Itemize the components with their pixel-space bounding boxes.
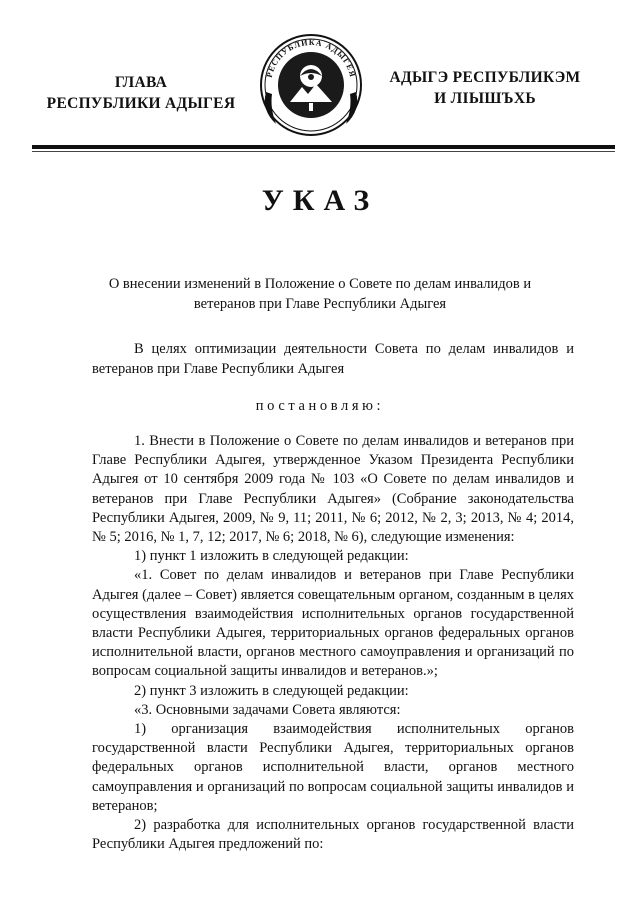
subject-line-2: ветеранов при Главе Республики Адыгея bbox=[193, 296, 447, 312]
decree-word: постановляю: bbox=[255, 398, 385, 414]
paragraph: 1) пункт 1 изложить в следующей редакции: bbox=[134, 548, 409, 565]
issuer-title-adyghe-line-1: АДЫГЭ РЕСПУБЛИКЭМ bbox=[389, 69, 581, 86]
paragraph: «3. Основными задачами Совета являются: bbox=[134, 701, 401, 718]
header-divider-thin bbox=[32, 151, 615, 152]
paragraph: «1. Совет по делам инвалидов и ветеранов при Главе Республики Адыгея (далее – Совет) является совещательным органом, созданным в целях осуществления взаимодействия исполнительных органов государственной власти Республики Адыгея, территориальных органов федеральных органов исполнительной власти, органов местного самоуправления и организаций по вопросам социальной защиты инвалидов и ветеранов.»; bbox=[92, 567, 574, 680]
issuer-title-adyghe bbox=[372, 67, 598, 109]
preamble: В целях оптимизации деятельности Совета по делам инвалидов и ветеранов при Главе Республики Адыгея bbox=[92, 341, 574, 377]
coat-of-arms-seal-icon bbox=[258, 32, 364, 138]
header-divider bbox=[32, 145, 615, 149]
issuer-title-line-2: РЕСПУБЛИКИ АДЫГЕЯ bbox=[46, 95, 236, 112]
document-body bbox=[92, 432, 574, 854]
svg-text:РЕСПУБЛИКА АДЫГЕЯ: РЕСПУБЛИКА АДЫГЕЯ bbox=[264, 37, 358, 79]
issuer-title-adyghe-line-2: И ЛІЫШЪХЬ bbox=[434, 90, 536, 107]
paragraph: 1) организация взаимодействия исполнительных органов государственной власти Республики Адыгея, территориальных органов федеральных органов исполнительной власти, органов местного самоуправления и организаций по вопросам социальной защиты инвалидов и ветеранов; bbox=[92, 721, 574, 814]
document-subject bbox=[100, 274, 540, 314]
paragraph: 2) разработка для исполнительных органов государственной власти Республики Адыгея предложений по: bbox=[92, 817, 574, 853]
issuer-title-line-1: ГЛАВА bbox=[114, 74, 168, 91]
paragraph: 1. Внести в Положение о Совете по делам инвалидов и ветеранов при Главе Республики Адыгея, утвержденное Указом Президента Республики Адыгея от 10 сентября 2009 года № 103 «О Совете по делам инвалидов и ветеранов при Главе Республики Адыгея» (Собрание законодательства Республики Адыгея, 2009, № 9, 11; 2011, № 6; 2012, № 2, 3; 2013, № 4; 2014, № 5; 2016, № 1, 7, 12; 2017, № 6; 2018, № 6), следующие изменения: bbox=[92, 433, 574, 546]
document-title: УКАЗ bbox=[261, 184, 379, 217]
subject-line-1: О внесении изменений в Положение о Совете по делам инвалидов и bbox=[108, 276, 532, 292]
paragraph: 2) пункт 3 изложить в следующей редакции: bbox=[134, 682, 409, 699]
issuer-title-russian bbox=[30, 72, 252, 114]
